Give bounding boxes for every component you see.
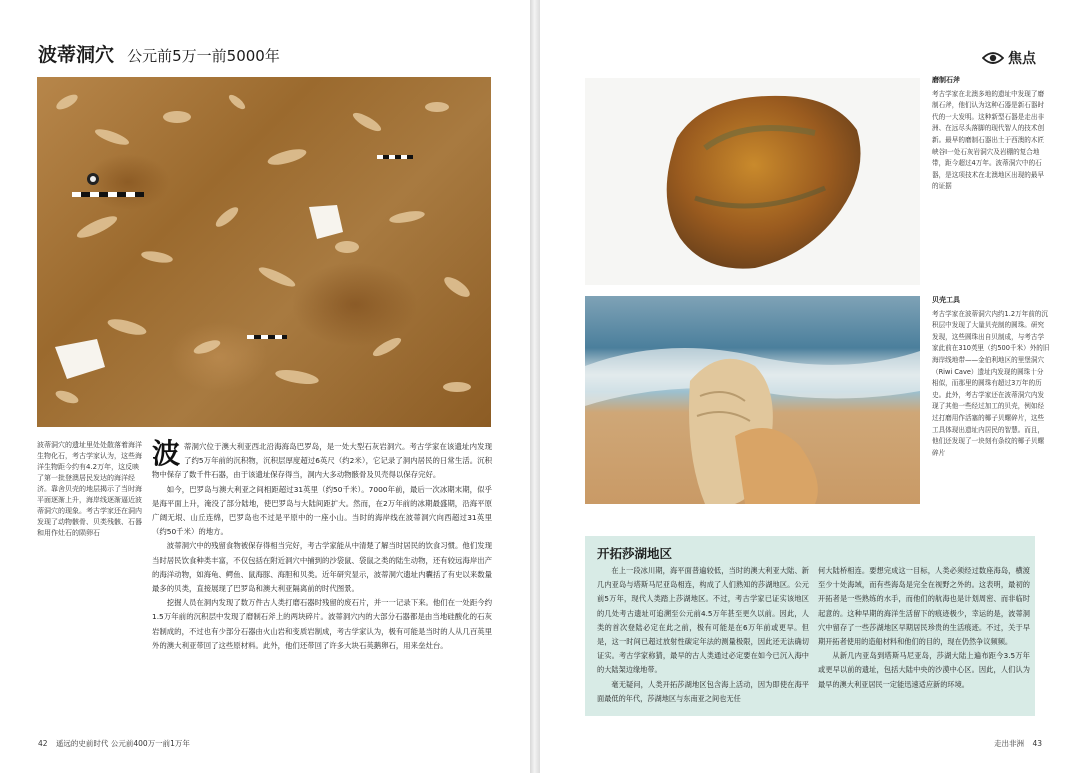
stone-axe-photo [585,78,920,285]
article-body [152,437,492,653]
axe-caption-text: 考古学家在北澳多地的遗址中发现了磨制石斧，他们认为这种石器是新石器时代的一大发明。这种新型石器是走出非洲、在远尽头落脚的现代智人的技术创新。最早的磨制石器出土于西澳的木匠峡谷I一处石灰岩洞穴及岩棚的复合地带，距今超过4万年。波蒂洞穴中的石器，是这项技术在北澳地区出现的最早的证据 [932,89,1045,191]
shell-caption [932,295,1050,459]
paragraph: 从新几内亚岛到塔斯马尼亚岛，莎湖大陆上遍布距今3.5万年或更早以前的遗址，包括大陆中央的沙漠中心区。因此，人们认为最早的澳大利亚居民一定能迅速适应新的环境。 [818,651,1030,689]
paragraph: 挖掘人员在洞内发现了数万件古人类打磨石器时残留的废石片，并一一记录下来。他们在一处距今约1.5万年前的沉积层中发现了磨制石斧上的两块碎片。波蒂洞穴内的大部分石器都是由当地硅酸化的石灰岩制成的，不过也有少部分石器由火山岩和变质岩制成，考古学家认为，极有可能是当时的人从几百英里外的澳大利亚带回了这些原材料。此外，他们还带回了许多大块石英鹅卵石，用来垒灶台。 [152,598,492,650]
right-page [540,0,1080,773]
page-number: 42 [38,739,48,748]
box-title: 开拓莎湖地区 [597,546,673,561]
paragraph: 波蒂洞穴位于澳大利亚西北沿海海岛巴罗岛，是一处大型石灰岩洞穴。考古学家在该遗址内发现了约5万年前的沉积物，沉积层厚度超过6英尺（约2米），它记录了洞内居民的日常生活。沉积物中保存了数千件石器，由于该遗址保存得当，洞内大多动物骸骨及贝壳得以保存完好。 [152,437,492,480]
excavation-photo [37,77,491,427]
eye-icon [982,51,1004,65]
running-footer: 遥远的史前时代 公元前400万一前1万年 [55,739,190,748]
photo-caption: 波蒂洞穴的遗址里处处散落着海洋生物化石，考古学家认为，这些海洋生物距今约有4.2万年，这反映了第一批登澳居民发达的海洋经济。靠舍贝壳的地层揭示了当时海平面逐渐上升，海岸线逐渐逼近波蒂洞穴的现象。考古学家还在洞内发现了动物骸骨、贝类残骸、石器和用作灶石的陨卵石 [37,441,142,537]
box-column-2 [818,564,1030,692]
paragraph: 如今，巴罗岛与澳大利亚之间相距超过31英里（约50千米）。7000年前，最后一次冰期末期，似乎是海平面上升，淹没了部分陆地，使巴罗岛与大陆间距扩大。然而，在2万年前的冰期最盛期，沿海平原广阔无垠、山丘连绵，巴罗岛也不过是平原中的一座小山。当时的海岸线在波蒂洞穴向西超过31英里（约50千米）的地方。 [152,484,492,537]
page-number: 43 [1032,739,1042,748]
running-footer: 走出非洲 [994,739,1025,748]
shell-caption-text: 考古学家在波蒂洞穴内约1.2万年前的沉积层中发现了大量贝壳制的圆珠。研究发现，这些圆珠出自贝制成，与考古学家此前在310英里（约500千米）外的旧海岸线地带——金伯利地区的里堡洞穴（Riwi Cave）遗址内发现的圆珠十分相似，而那里的圆珠有超过3万年的历史。此外，考古学家还在波蒂洞穴内发现了其他一些经过加工的贝壳，例如经过打磨用作活塞的椰子贝螺碎片，这些工具体现出遗址内居民的智慧。而且，他们还发现了一块刻有条纹的椰子贝螺碎片 [932,309,1050,457]
paragraph: 波蒂洞穴中的残留食物被保存得相当完好，考古学家能从中清楚了解当时居民的饮食习惯。他们发现当时居民饮食种类丰富，不仅包括在附近洞穴中捕到的沙袋鼠、袋鼠之类的陆生动物，还有较远海岸出产的海洋动物，如海龟、鳄鱼、鼠海豚、海胆和贝类。近年研究显示，波蒂洞穴遗址内囊括了有史以来数量最多的贝类，直接展现了巴罗岛和澳大利亚隔离前的时代图景。 [152,541,492,594]
folio [38,738,190,749]
book-gutter [530,0,540,773]
left-page [0,0,530,773]
axe-caption-title: 磨制石斧 [932,76,960,84]
focus-tag [982,48,1036,68]
shell-tool-photo [585,296,920,504]
box-column-1 [597,564,809,706]
shell-caption-title: 贝壳工具 [932,296,960,304]
paragraph: 在上一段冰川期，海平面普遍较低，当时的澳大利亚大陆、新几内亚岛与塔斯马尼亚岛相连，构成了人们熟知的莎湖地区。公元前5万年，现代人类踏上莎湖地区。不过，考古学家已证实该地区的几处考古遗址可追溯至公元前4.5万年甚至更久以前。因此，人类的首次登陆必定在此之前，极有可能是在6万年前或更早。但是，这一时间已超过放射性碳定年法的测量极限，因此还无法确切证实。考古学家称猜，最早的古人类通过必定要在如今已沉入海中的大陆架边缘地带。 [597,566,809,675]
page-title [38,40,280,67]
paragraph: 毫无疑问，人类开拓莎湖地区包含海上活动，因为即使在海平面最低的年代，莎湖地区与东南亚之间也无任 [597,679,809,703]
drop-cap: 波 [152,437,181,470]
axe-caption [932,75,1050,193]
article-subtitle: 公元前5万一前5000年 [127,47,280,65]
article-title: 波蒂洞穴 [38,44,115,66]
folio [994,738,1042,749]
sahul-feature-box [585,536,1035,716]
paragraph: 何大陆桥相连。要想完成这一目标，人类必须经过数座海岛，横渡至少十处海域，而有些海岛是完全在视野之外的。这表明，最初的开拓者是一些熟练的水手，而他们的航海也是计划周密、而非临时起意的。这种早期的海洋生活留下的痕迹极少，幸运的是，波蒂洞穴中留存了一些莎湖地区早期居民珍贵的生活痕迹。不过，关于早期开拓者使用的造船材料和他们的目的，现在仍然争议频频。 [818,566,1030,647]
focus-label: 焦点 [1008,51,1036,67]
